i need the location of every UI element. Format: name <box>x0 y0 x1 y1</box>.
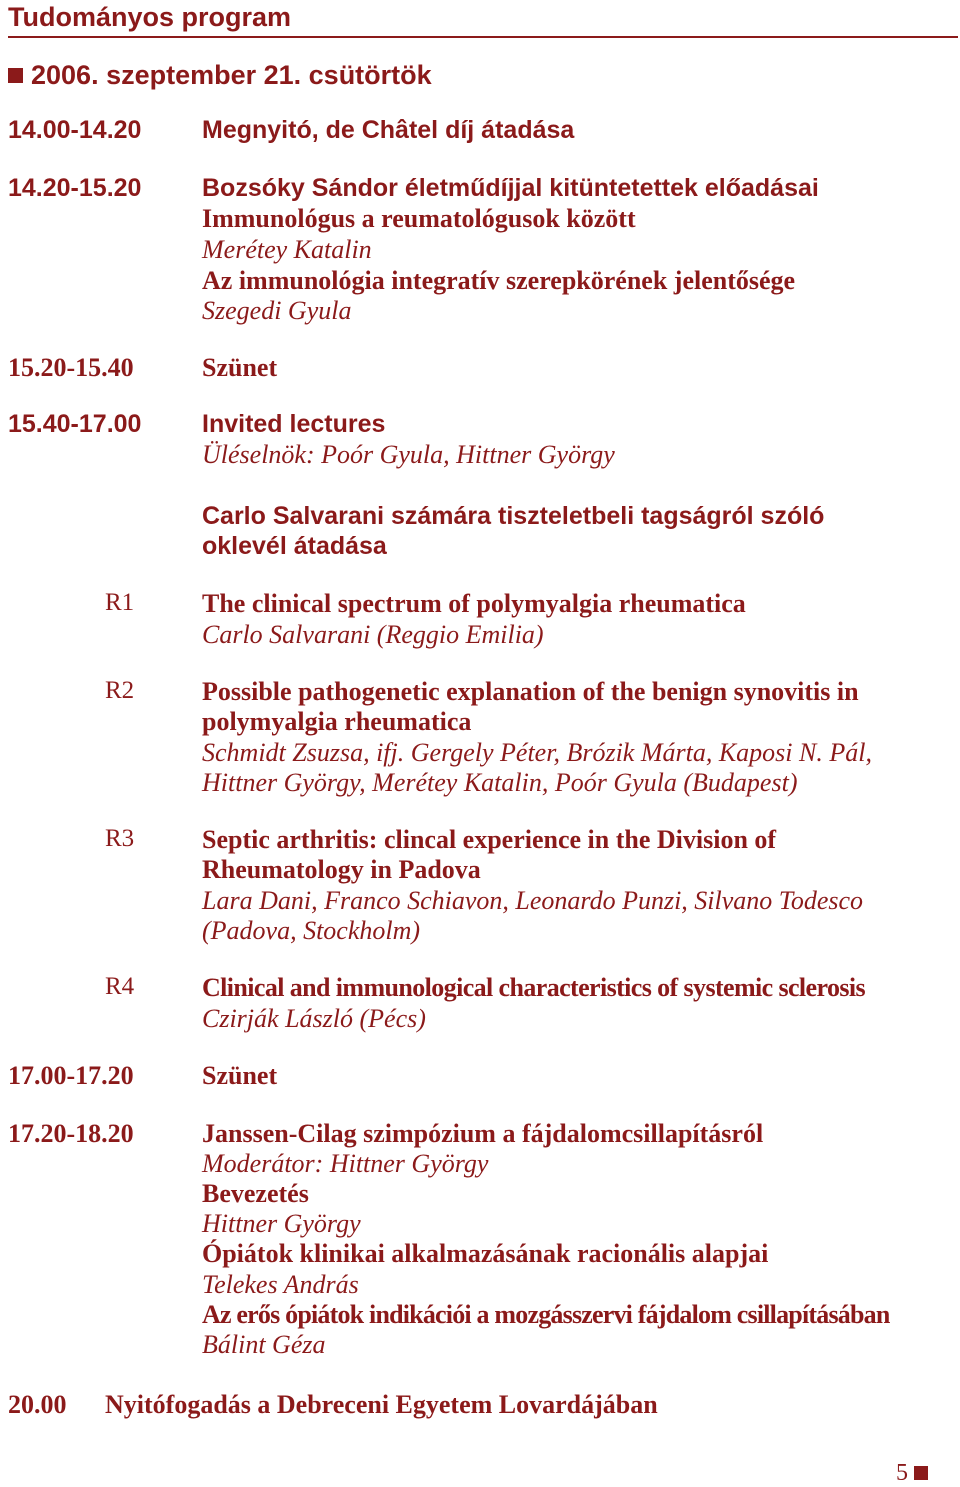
square-bullet-icon <box>8 68 23 83</box>
lecture-authors: Hittner György, Merétey Katalin, Poór Gyula (Budapest) <box>202 768 798 797</box>
lecture-authors: Schmidt Zsuzsa, ifj. Gergely Péter, Brózik Márta, Kaposi N. Pál, <box>202 738 872 767</box>
lecture-authors: (Padova, Stockholm) <box>202 916 421 945</box>
talk-author: Bálint Géza <box>202 1330 326 1359</box>
page-number-text: 5 <box>896 1460 908 1486</box>
lecture-title: Clinical and immunological characteristics of systemic sclerosis <box>202 973 866 1002</box>
session-title: Szünet <box>202 1061 278 1090</box>
session-time: 14.20-15.20 <box>8 174 142 202</box>
lecture-code: R2 <box>105 677 135 704</box>
date-heading <box>8 60 432 91</box>
page-title: Tudományos program <box>8 2 292 32</box>
talk-title: Bevezetés <box>202 1179 309 1208</box>
lecture-authors: Czirják László (Pécs) <box>202 1004 426 1033</box>
lecture-title: Septic arthritis: clincal experience in the Division of <box>202 825 777 854</box>
award-title: oklevél átadása <box>202 532 387 560</box>
lecture-title: polymyalgia rheumatica <box>202 707 472 736</box>
session-title: Nyitófogadás a Debreceni Egyetem Lovardájában <box>105 1390 658 1419</box>
session-time: 20.00 <box>8 1390 67 1419</box>
session-time: 17.20-18.20 <box>8 1119 134 1148</box>
talk-title: Az erős ópiátok indikációi a mozgásszervi fájdalom csillapításában <box>202 1300 890 1329</box>
header-rule <box>8 36 958 38</box>
page-number <box>896 1460 928 1487</box>
session-time: 15.20-15.40 <box>8 353 134 382</box>
session-title: Megnyitó, de Châtel díj átadása <box>202 116 575 144</box>
square-bullet-icon <box>914 1466 928 1480</box>
session-title: Szünet <box>202 353 278 382</box>
session-time: 14.00-14.20 <box>8 116 142 144</box>
talk-author: Hittner György <box>202 1209 361 1238</box>
lecture-authors: Carlo Salvarani (Reggio Emilia) <box>202 620 544 649</box>
session-title: Invited lectures <box>202 410 386 438</box>
session-moderator: Moderátor: Hittner György <box>202 1149 489 1178</box>
session-chairs: Üléselnök: Poór Gyula, Hittner György <box>202 440 615 469</box>
talk-title: Immunológus a reumatológusok között <box>202 204 636 233</box>
talk-title: Ópiátok klinikai alkalmazásának racionális alapjai <box>202 1239 769 1268</box>
session-title: Janssen-Cilag szimpózium a fájdalomcsillapításról <box>202 1119 764 1148</box>
talk-title: Az immunológia integratív szerepkörének jelentősége <box>202 266 796 295</box>
lecture-title: The clinical spectrum of polymyalgia rheumatica <box>202 589 746 618</box>
lecture-code: R4 <box>105 973 135 1000</box>
lecture-title: Possible pathogenetic explanation of the benign synovitis in <box>202 677 859 706</box>
lecture-code: R1 <box>105 589 135 616</box>
talk-author: Telekes András <box>202 1270 359 1299</box>
talk-author: Merétey Katalin <box>202 235 372 264</box>
award-title: Carlo Salvarani számára tiszteletbeli tagságról szóló <box>202 502 825 530</box>
session-time: 15.40-17.00 <box>8 410 142 438</box>
session-title: Bozsóky Sándor életműdíjjal kitüntetettek előadásai <box>202 174 819 202</box>
session-time: 17.00-17.20 <box>8 1061 134 1090</box>
lecture-code: R3 <box>105 825 135 852</box>
lecture-authors: Lara Dani, Franco Schiavon, Leonardo Punzi, Silvano Todesco <box>202 886 864 915</box>
talk-author: Szegedi Gyula <box>202 296 352 325</box>
date-text: 2006. szeptember 21. csütörtök <box>31 60 432 90</box>
lecture-title: Rheumatology in Padova <box>202 855 481 884</box>
